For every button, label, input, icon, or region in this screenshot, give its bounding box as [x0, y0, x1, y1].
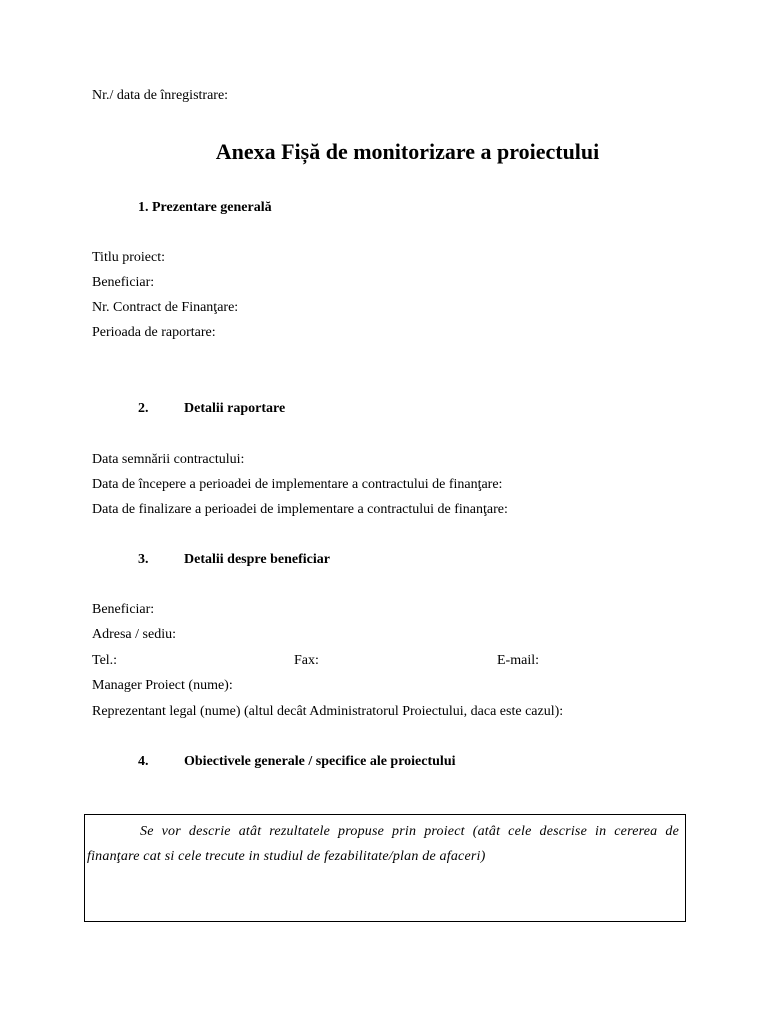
field-start-date: Data de începere a perioadei de implementare a contractului de finanţare: [92, 477, 503, 492]
field-end-date: Data de finalizare a perioadei de implementare a contractului de finanţare: [92, 502, 508, 517]
field-address: Adresa / sediu: [92, 627, 176, 642]
registration-label: Nr./ data de înregistrare: [92, 88, 229, 103]
section4-number: 4. [138, 754, 149, 769]
section3-number: 3. [138, 552, 149, 567]
field-fax: Fax: [294, 653, 319, 668]
field-tel: Tel.: [92, 653, 118, 668]
field-email: E-mail: [497, 653, 539, 668]
section2-number: 2. [138, 401, 149, 416]
section2-heading: Detalii raportare [184, 401, 286, 416]
objectives-box [84, 814, 686, 922]
section4-heading: Obiectivele generale / specifice ale proiectului [184, 754, 456, 769]
section1-heading: 1. Prezentare generală [138, 200, 272, 215]
field-beneficiary: Beneficiar: [92, 275, 155, 290]
field-legal-representative: Reprezentant legal (nume) (altul decât Administratorul Proiectului, daca este cazul): [92, 704, 564, 719]
field-reporting-period: Perioada de raportare: [92, 325, 216, 340]
page-title: Anexa Fișă de monitorizare a proiectului [215, 139, 600, 164]
field-project-manager: Manager Proiect (nume): [92, 678, 233, 693]
field-contract-number: Nr. Contract de Finanţare: [92, 300, 239, 315]
section3-heading: Detalii despre beneficiar [184, 552, 330, 567]
field-project-title: Titlu proiect: [92, 250, 165, 265]
field-signing-date: Data semnării contractului: [92, 452, 245, 467]
objectives-instructions: Se vor descrie atât rezultatele propuse prin proiect (atât cele descrise in cererea de finanţare cat si cele trecute in studiul de fezabilitate/plan de afaceri) [87, 824, 679, 864]
field-beneficiary-2: Beneficiar: [92, 602, 155, 617]
